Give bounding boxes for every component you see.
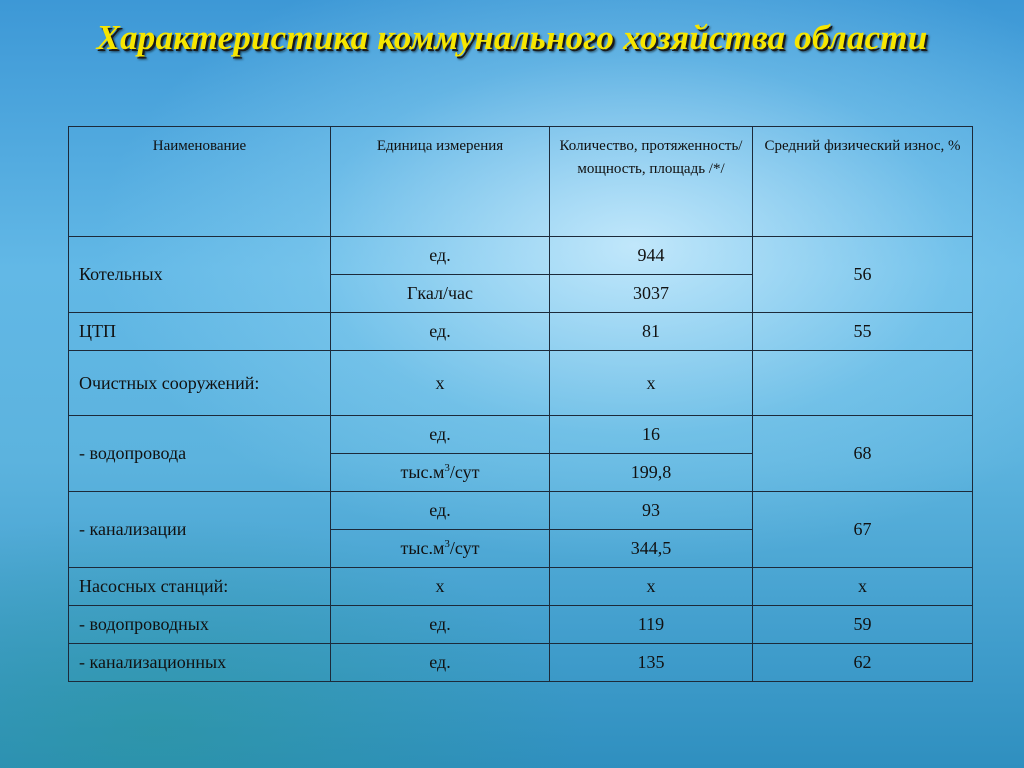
row-name: Котельных xyxy=(69,237,331,313)
row-wear: 67 xyxy=(753,492,973,568)
table-row xyxy=(69,416,973,454)
row-name: - водопроводных xyxy=(69,606,331,644)
row-value: 344,5 xyxy=(550,530,753,568)
row-unit: ед. xyxy=(331,237,550,275)
row-name: - канализации xyxy=(69,492,331,568)
row-value: х xyxy=(550,351,753,416)
row-name: Насосных станций: xyxy=(69,568,331,606)
table-row xyxy=(69,237,973,275)
row-unit: ед. xyxy=(331,644,550,682)
row-name: ЦТП xyxy=(69,313,331,351)
row-unit: х xyxy=(331,351,550,416)
row-wear: 68 xyxy=(753,416,973,492)
row-wear: 62 xyxy=(753,644,973,682)
row-value: 3037 xyxy=(550,275,753,313)
row-value: 81 xyxy=(550,313,753,351)
row-value: 135 xyxy=(550,644,753,682)
header-wear: Средний физический износ, % xyxy=(753,127,973,237)
slide-title: Характеристика коммунального хозяйства области xyxy=(96,18,928,57)
unit-superscript: 3 xyxy=(444,538,450,550)
row-wear: 56 xyxy=(753,237,973,313)
utilities-table xyxy=(68,126,973,682)
row-wear: х xyxy=(753,568,973,606)
row-value: 16 xyxy=(550,416,753,454)
row-unit xyxy=(331,454,550,492)
row-unit: ед. xyxy=(331,606,550,644)
table-row xyxy=(69,313,973,351)
row-value: 199,8 xyxy=(550,454,753,492)
row-unit: х xyxy=(331,568,550,606)
table-header-row xyxy=(69,127,973,237)
unit-prefix: тыс.м xyxy=(400,538,445,558)
row-value: 944 xyxy=(550,237,753,275)
table-row xyxy=(69,606,973,644)
row-unit: ед. xyxy=(331,416,550,454)
unit-suffix: /сут xyxy=(449,462,480,482)
table-row xyxy=(69,568,973,606)
row-name: Очистных сооружений: xyxy=(69,351,331,416)
row-value: 119 xyxy=(550,606,753,644)
row-unit: ед. xyxy=(331,313,550,351)
unit-superscript: 3 xyxy=(444,462,450,474)
unit-suffix: /сут xyxy=(449,538,480,558)
table-row xyxy=(69,492,973,530)
row-wear xyxy=(753,351,973,416)
header-unit: Единица измерения xyxy=(331,127,550,237)
row-name: - канализационных xyxy=(69,644,331,682)
row-unit: ед. xyxy=(331,492,550,530)
table-row xyxy=(69,644,973,682)
row-value: х xyxy=(550,568,753,606)
row-unit xyxy=(331,530,550,568)
header-name: Наименование xyxy=(69,127,331,237)
row-unit: Гкал/час xyxy=(331,275,550,313)
row-name: - водопровода xyxy=(69,416,331,492)
table-row xyxy=(69,351,973,416)
row-wear: 55 xyxy=(753,313,973,351)
header-quantity: Количество, протяженность/ мощность, площадь /*/ xyxy=(550,127,753,237)
row-value: 93 xyxy=(550,492,753,530)
row-wear: 59 xyxy=(753,606,973,644)
unit-prefix: тыс.м xyxy=(400,462,445,482)
